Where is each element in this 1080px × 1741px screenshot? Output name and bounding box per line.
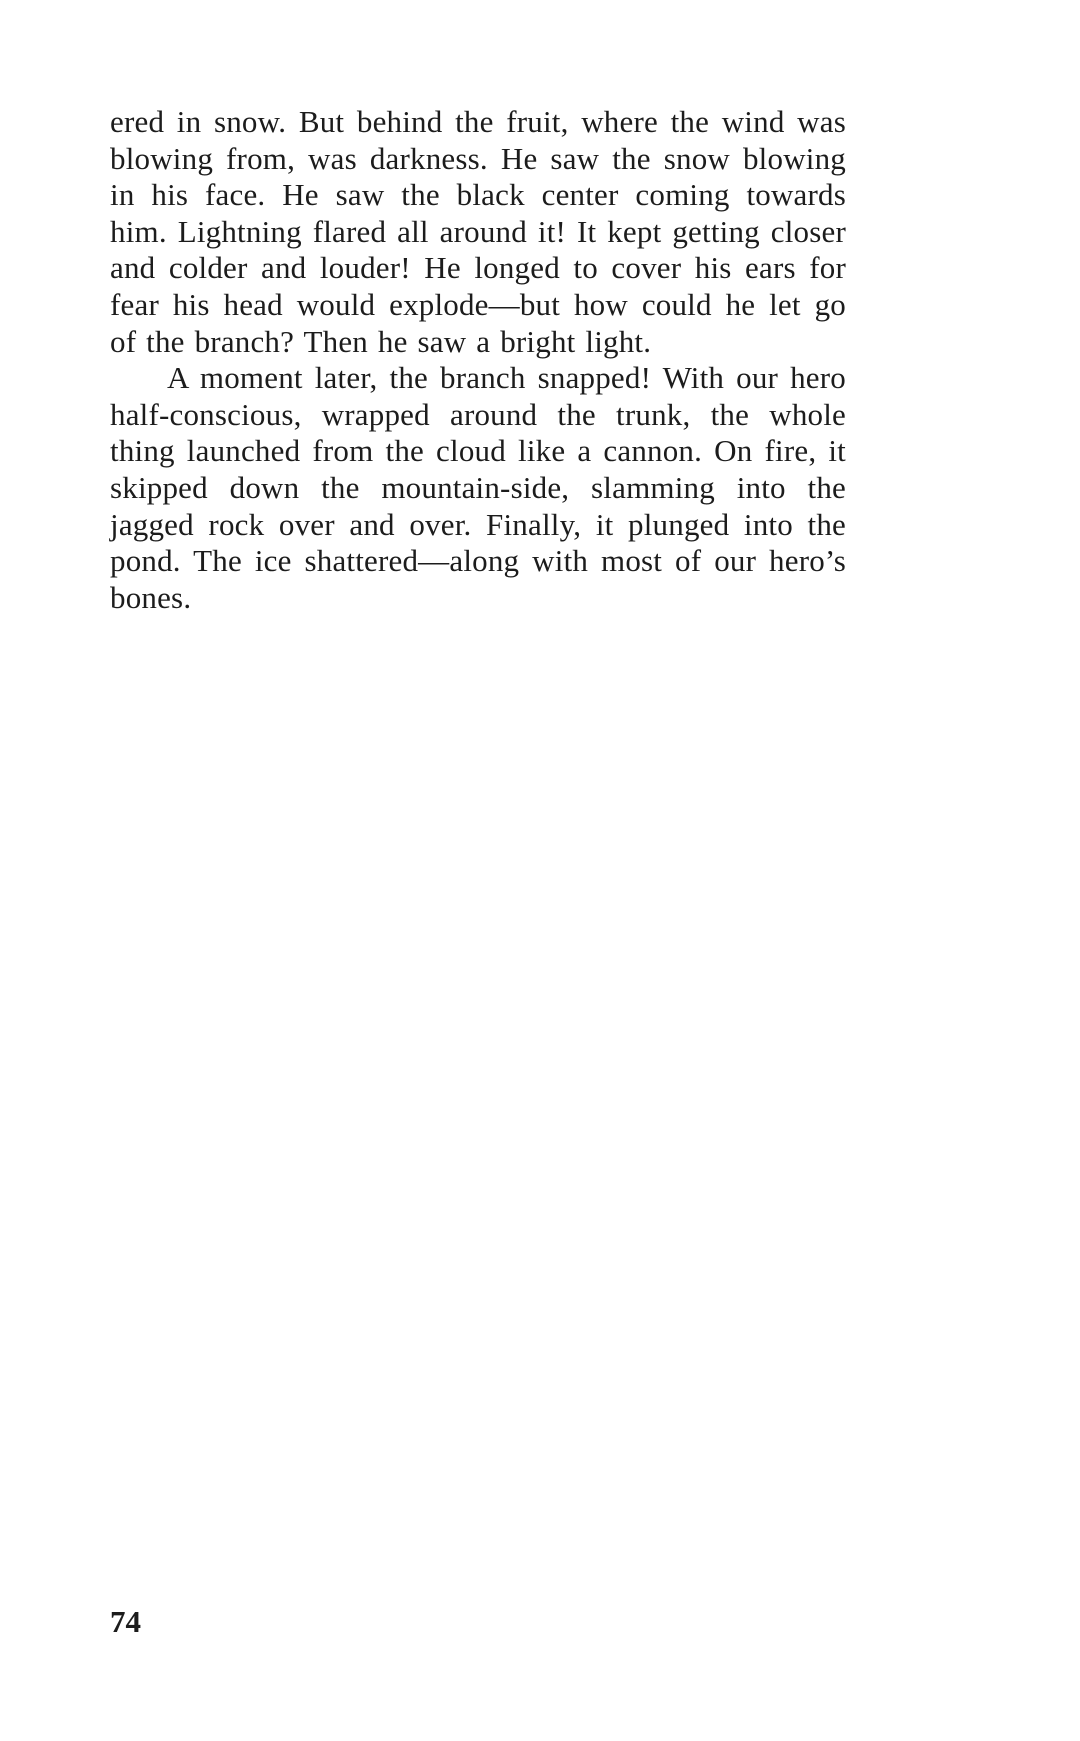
page-number: 74 xyxy=(110,1604,141,1639)
paragraph-continuation: ered in snow. But behind the fruit, where the wind was blowing from, was darkness. He saw the snow blowing in his face. He saw the black center coming towards him. Lightning flared all around it! It kept getting closer and colder and louder! He longed to cover his ears for fear his head would explode—but how could he let go of the branch? Then he saw a bright light. xyxy=(110,104,846,359)
paragraph: A moment later, the branch snapped! With our hero half-conscious, wrapped around the trunk, the whole thing launched from the cloud like a cannon. On fire, it skipped down the mountain-side, slamming into the jagged rock over and over. Finally, it plunged into the pond. The ice shattered—along with most of our hero’s bones. xyxy=(110,360,846,615)
body-text xyxy=(110,104,846,616)
